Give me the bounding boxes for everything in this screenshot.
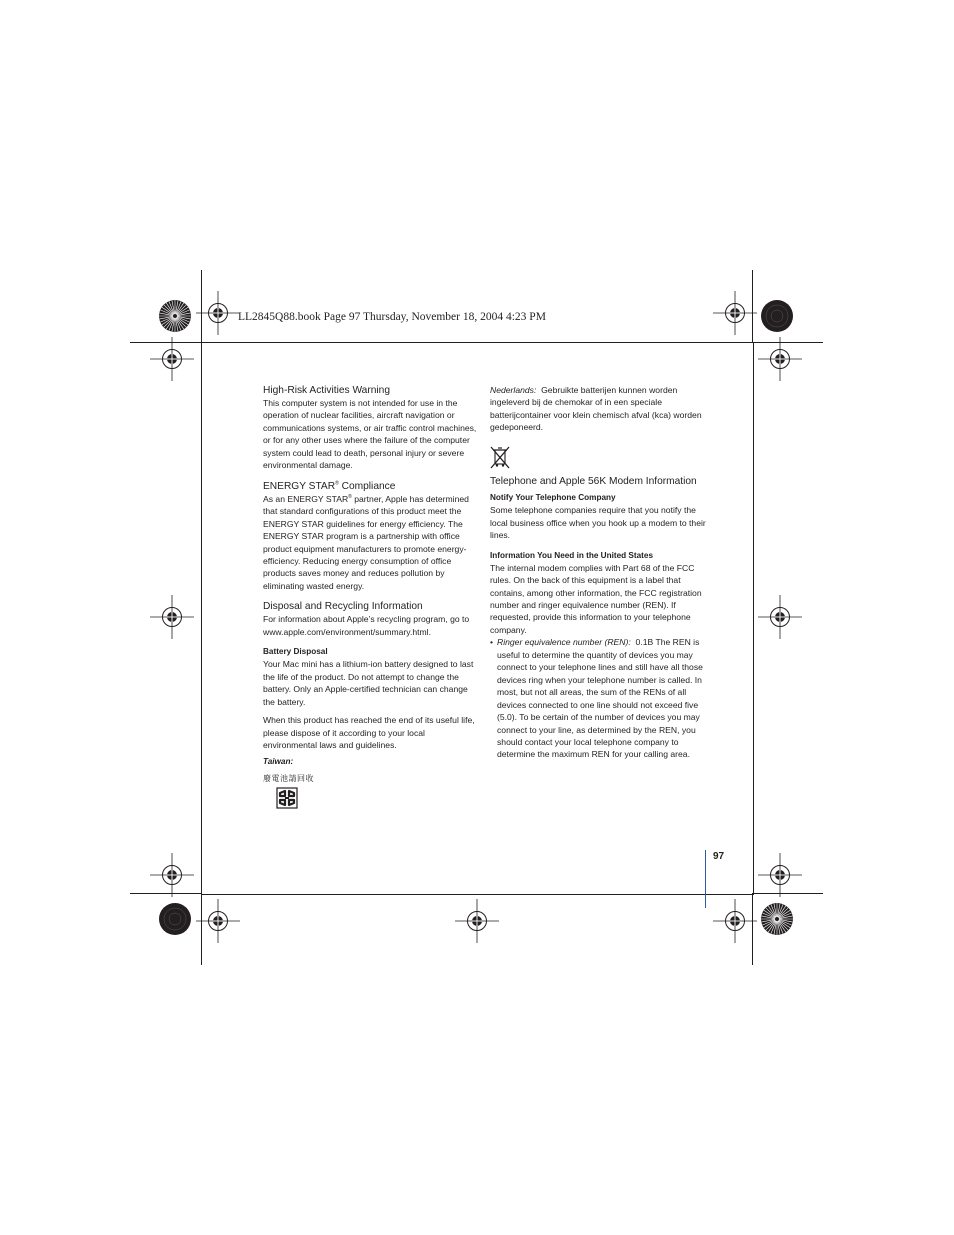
page-number-rule [705, 850, 706, 908]
crossed-out-bin-icon [490, 446, 706, 473]
high-risk-heading: High-Risk Activities Warning [263, 385, 390, 396]
right-column [490, 384, 706, 761]
battery-body-2: When this product has reached the end of its useful life, please dispose of it according to your local environmental laws and guidelines. [263, 715, 475, 750]
left-column [263, 384, 479, 813]
energy-star-body: As an ENERGY STAR® partner, Apple has determined that standard configurations of this product meet the ENERGY STAR guidelines for energy efficiency. The ENERGY STAR program is a partnership with office product equipment manufacturers to promote energy-efficiency. Reducing energy consumption of office products saves money and reduces pollution by eliminating wasted energy. [263, 493, 469, 591]
notify-heading: Notify Your Telephone Company [490, 493, 616, 503]
taiwan-label: Taiwan: [263, 757, 294, 767]
disposal-body: For information about Apple’s recycling program, go to www.apple.com/environment/summary.html. [263, 614, 470, 637]
taiwan-recycle-text: 廢電池請回收 [263, 773, 314, 783]
taiwan-recycle-icon [276, 787, 479, 812]
high-risk-body: This computer system is not intended for use in the operation of nuclear facilities, aircraft navigation or communications systems, or air traffic control machines, or for any other uses where the failure of the computer system could lead to death, personal injury or severe environmental damage. [263, 398, 477, 471]
ren-bullet: • Ringer equivalence number (REN): 0.1B The REN is useful to determine the quantity of devices you may connect to your telephone lines and still have all those devices ring when your telephone number is called. In most, but not all areas, the sum of the RENs of all devices connected to one line should not exceed five (5.0). To be certain of the number of devices you may connect to your line, as determined by the REN, you should contact your local telephone company to determine the maximum REN for your calling area. [490, 636, 706, 761]
disposal-heading: Disposal and Recycling Information [263, 601, 423, 613]
battery-heading: Battery Disposal [263, 647, 328, 657]
print-slug: LL2845Q88.book Page 97 Thursday, November 18, 2004 4:23 PM [238, 311, 546, 323]
telephone-heading: Telephone and Apple 56K Modem Information [490, 476, 697, 488]
battery-body: Your Mac mini has a lithium-ion battery designed to last the life of the product. Do not attempt to change the battery. Only an Apple-certified technician can change the battery. [263, 659, 474, 707]
nederlands-label: Nederlands: [490, 385, 537, 395]
energy-star-heading: ENERGY STAR® Compliance [263, 480, 396, 492]
info-body: The internal modem complies with Part 68 of the FCC rules. On the back of this equipment is a label that contains, among other information, the FCC registration number and ringer equivalence number (REN). If requested, provide this information to your telephone company. [490, 562, 702, 635]
notify-body: Some telephone companies require that you notify the local business office when you hook up a modem to their lines. [490, 505, 706, 541]
nederlands-paragraph: Nederlands: Gebruikte batterijen kunnen worden ingeleverd bij de chemokar of in een speciale batterijcontainer voor klein chemisch afval (kca) worden gedeponeerd. [490, 385, 702, 433]
info-heading: Information You Need in the United States [490, 550, 654, 560]
page-number: 97 [713, 851, 725, 862]
